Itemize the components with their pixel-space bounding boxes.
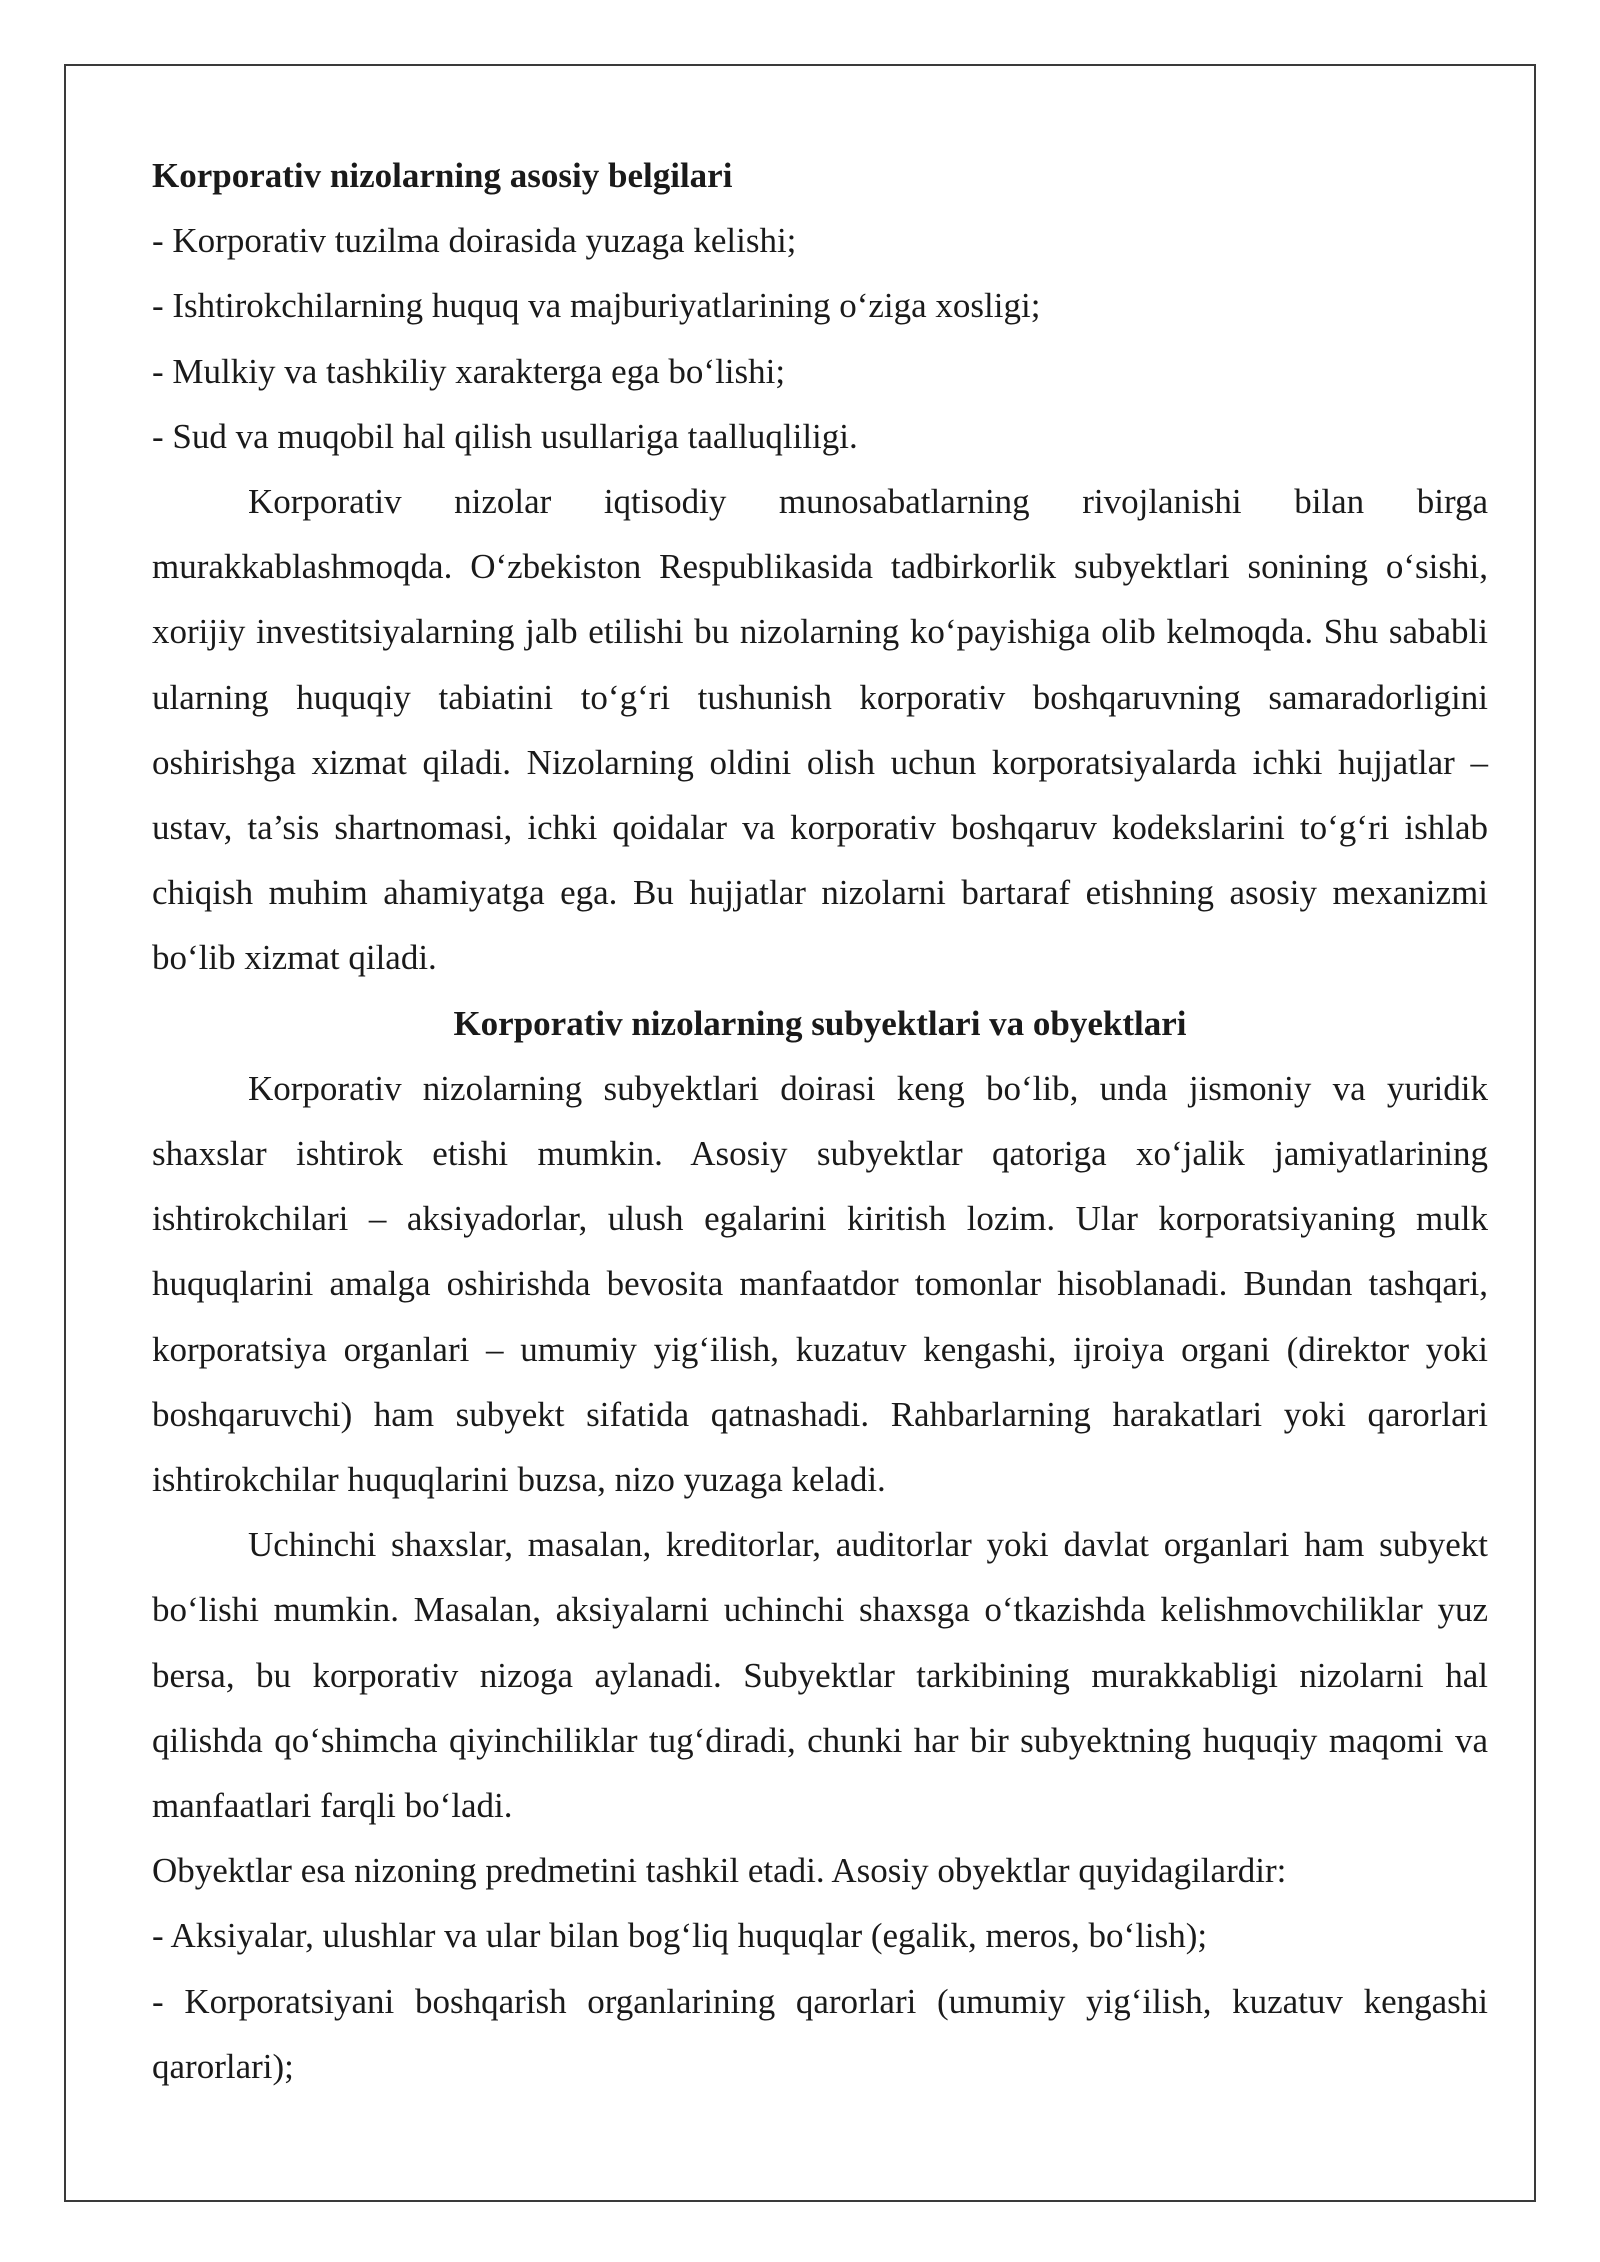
list-item: - Aksiyalar, ulushlar va ular bilan bog‘liq huquqlar (egalik, meros, bo‘lish); bbox=[152, 1916, 1208, 1956]
document-body bbox=[152, 143, 1488, 2099]
section-heading-subyektlar: Korporativ nizolarning subyektlari va obyektlari bbox=[453, 1003, 1187, 1043]
paragraph-obyektlar: Obyektlar esa nizoning predmetini tashkil etadi. Asosiy obyektlar quyidagilardir: bbox=[152, 1851, 1287, 1891]
section-heading-belgilari: Korporativ nizolarning asosiy belgilari bbox=[152, 156, 733, 195]
paragraph-subyektlar-doirasi: Korporativ nizolarning subyektlari doirasi keng bo‘lib, unda jismoniy va yuridik shaxslar ishtirok etishi mumkin. Asosiy subyektlar qatoriga xo‘jalik jamiyatlarining ishtirokchilari – aksiyadorlar, ulush egalarini kiritish lozim. Ular korporatsiyaning mulk huquqlarini amalga oshirishda bevosita manfaatdor tomonlar hisoblanadi. Bundan tashqari, korporatsiya organlari – umumiy yig‘ilish, kuzatuv kengashi, ijroiya organi (direktor yoki boshqaruvchi) ham subyekt sifatida qatnashadi. Rahbarlarning harakatlari yoki qarorlari ishtirokchilar huquqlarini buzsa, nizo yuzaga keladi. bbox=[152, 1068, 1488, 1500]
list-item: - Ishtirokchilarning huquq va majburiyatlarining o‘ziga xosligi; bbox=[152, 286, 1041, 326]
list-item: - Mulkiy va tashkiliy xarakterga ega bo‘lishi; bbox=[152, 351, 786, 391]
paragraph-korporativ-nizolar: Korporativ nizolar iqtisodiy munosabatlarning rivojlanishi bilan birga murakkablashmoqda. O‘zbekiston Respublikasida tadbirkorlik subyektlari sonining o‘sishi, xorijiy investitsiyalarning jalb etilishi bu nizolarning ko‘payishiga olib kelmoqda. Shu sababli ularning huquqiy tabiatini to‘g‘ri tushunish korporativ boshqaruvning samaradorligini oshirishga xizmat qiladi. Nizolarning oldini olish uchun korporatsiyalarda ichki hujjatlar – ustav, ta’sis shartnomasi, ichki qoidalar va korporativ boshqaruv kodekslarini to‘g‘ri ishlab chiqish muhim ahamiyatga ega. Bu hujjatlar nizolarni bartaraf etishning asosiy mexanizmi bo‘lib xizmat qiladi. bbox=[152, 482, 1488, 978]
list-item: - Korporatsiyani boshqarish organlarining qarorlari (umumiy yig‘ilish, kuzatuv kengashi qarorlari); bbox=[152, 1981, 1488, 2086]
paragraph-uchinchi-shaxslar: Uchinchi shaxslar, masalan, kreditorlar, auditorlar yoki davlat organlari ham subyekt bo‘lishi mumkin. Masalan, aksiyalarni uchinchi shaxsga o‘tkazishda kelishmovchiliklar yuz bersa, bu korporativ nizoga aylanadi. Subyektlar tarkibining murakkabligi nizolarni hal qilishda qo‘shimcha qiyinchiliklar tug‘diradi, chunki har bir subyektning huquqiy maqomi va manfaatlari farqli bo‘ladi. bbox=[152, 1525, 1488, 1826]
list-item: - Korporativ tuzilma doirasida yuzaga kelishi; bbox=[152, 221, 797, 261]
list-item: - Sud va muqobil hal qilish usullariga taalluqliligi. bbox=[152, 416, 858, 456]
